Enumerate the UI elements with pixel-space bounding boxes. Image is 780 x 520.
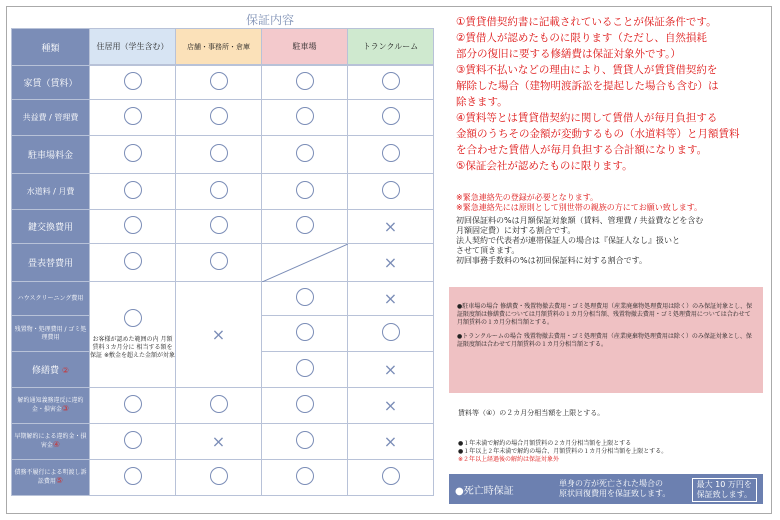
cross-mark: ×: [383, 395, 398, 415]
cell-not-applicable: [262, 244, 348, 282]
conditions-notes: [456, 14, 766, 174]
circle-mark: [124, 252, 142, 270]
parking-note: ●駐車場の場合 修繕費・残置物撤去費用・ゴミ処理費用（産業廃棄物処理費用は除く）のみ保証対象とし、保証限度額は修繕費については月額賃料の１カ月分相当額、残置物撤去費用・ゴミ処理費用については合わせて月額賃料の１カ月分相当額とする。: [457, 303, 753, 326]
row-label-repair: 修繕費 ②: [12, 352, 90, 388]
condition-2: ②賃借人が認めたものに限ります（ただし、自然損耗: [456, 32, 707, 44]
circle-mark: [296, 467, 314, 485]
circle-mark: [124, 216, 142, 234]
condition-3: ③賃料不払いなどの理由により、賃貸人が賃貸借契約を: [456, 64, 718, 76]
circle-mark: [296, 144, 314, 162]
cross-mark: ×: [211, 431, 226, 451]
death-max-badge: 最大 10 万円を 保証致します。: [692, 478, 757, 502]
row-label-water: 水道料 / 月費: [12, 174, 90, 210]
limit-under-1yr: ●１年未満で解約の場合月額賃料の２カ月分相当額を上限とする: [458, 440, 632, 447]
merged-note: お客様が認めた範囲の内 月額賃料３カ月分に 相当する額を保証 ※敷金を超えた金額が対象: [90, 336, 175, 359]
emergency-note-1: ※緊急連絡先の登録が必要となります。: [456, 193, 599, 202]
cross-mark: ×: [383, 252, 398, 272]
admin-fee-note: 初回事務手数料の%は初回保証料に対する割合です。: [456, 256, 647, 265]
circle-mark: [210, 107, 228, 125]
row-label-common-fee: 共益費 / 管理費: [12, 100, 90, 136]
circle-mark: [124, 72, 142, 90]
cross-mark: ×: [211, 324, 226, 344]
row-label-key-exchange: 鍵交換費用: [12, 210, 90, 244]
condition-2-cont: 部分の復旧に要する修繕費は保証対象外です。）: [456, 48, 681, 60]
cell-covered: [262, 66, 348, 100]
cross-mark: ×: [383, 288, 398, 308]
condition-4: ④賃料等とは賃貸借契約に関して賃借人が毎月負担する: [456, 112, 718, 124]
cross-mark: ×: [383, 359, 398, 379]
circle-mark: [296, 288, 314, 306]
header-residential: 住居用（学生含む）: [90, 29, 176, 65]
row-label-rent: 家賃（賃料）: [12, 66, 90, 100]
circle-mark: [210, 72, 228, 90]
notice-limit-note: 賃料等（④）の２カ月分相当額を上限とする。: [458, 409, 605, 417]
circle-mark: [124, 395, 142, 413]
guarantee-table: [11, 28, 434, 496]
circle-mark: [296, 431, 314, 449]
page-title: 保証内容: [245, 13, 294, 27]
circle-mark: [382, 107, 400, 125]
supplementary-notes: [456, 193, 766, 266]
circle-mark: [124, 144, 142, 162]
limit-1-2yr: ●１年以上２年未満で解約の場合、月額賃料の１カ月分相当額を上限とする。: [458, 448, 668, 455]
cell-covered: [176, 66, 262, 100]
row-label-house-cleaning: ハウスクリーニング費用: [12, 282, 90, 316]
circle-mark: [296, 323, 314, 341]
header-parking: 駐車場: [262, 29, 348, 65]
circle-mark: [296, 395, 314, 413]
corporate-note-2: させて頂きます。: [456, 246, 520, 255]
death-guarantee-bar: [449, 474, 763, 504]
circle-mark: [210, 395, 228, 413]
circle-mark: [296, 72, 314, 90]
corporate-note-1: 法人契約で代表者が連帯保証人の場合は『保証人なし』扱いと: [456, 236, 680, 245]
circle-mark: [382, 181, 400, 199]
cell-covered: [90, 66, 176, 100]
circle-mark: [124, 107, 142, 125]
circle-mark: [210, 467, 228, 485]
circle-mark: [124, 431, 142, 449]
row-label-early-termination: 早期解約による違約金・損害金④: [12, 424, 90, 460]
header-trunk: トランクルーム: [348, 29, 434, 65]
fee-note-2: 月額固定費）に対する割合です。: [456, 226, 576, 235]
circle-mark: [296, 216, 314, 234]
header-kind: 種類: [12, 29, 90, 66]
cell-merged-residential: [90, 282, 176, 388]
parking-trunk-note-box: [449, 287, 763, 393]
emergency-note-2: ※緊急連絡先には原則として別世帯の親族の方にてお願い致します。: [456, 203, 703, 212]
condition-4-cont: 金額のうちその金額が変動するもの（水道料等）と月額賃料: [456, 128, 740, 140]
condition-5: ⑤保証会社が認めたものに限ります。: [456, 160, 633, 172]
trunk-note: ●トランクルームの場合 残置物撤去費用・ゴミ処理費用（産業廃棄物処理費用は除く）のみ保証対象とし、保証限度額は合わせて月額賃料の１カ月分相当額とする。: [457, 333, 752, 348]
circle-mark: [124, 467, 142, 485]
circle-mark: [210, 144, 228, 162]
diagonal-slash: [262, 244, 348, 282]
death-description: 単身の方が死亡された場合の 原状回復費用を保証致します。: [559, 479, 671, 498]
row-label-default-lawsuit: 債務不履行による明渡し訴訟費用⑤: [12, 460, 90, 496]
cross-mark: ×: [383, 431, 398, 451]
row-label-notice-violation: 解約通知義務違反に違約金・損害金③: [12, 388, 90, 424]
fee-note-1: 初回保証料の%は月額保証対象額（賃料、管理費 / 共益費などを含む: [456, 216, 704, 225]
row-label-tatami: 畳表替費用: [12, 244, 90, 282]
condition-1: ①賃貸借契約書に記載されていることが保証条件です。: [456, 16, 717, 28]
row-label-leftover: 残置物・処理費用 / ゴミ処理費用: [12, 316, 90, 352]
death-label: ●死亡時保証: [455, 486, 514, 497]
row-label-parking-fee: 駐車場料金: [12, 136, 90, 174]
condition-3-cont2: 除きます。: [456, 96, 508, 108]
header-shop: 店舗・事務所・倉庫: [176, 29, 262, 65]
circle-mark: [382, 467, 400, 485]
circle-mark: [296, 359, 314, 377]
circle-mark: [124, 181, 142, 199]
circle-mark: [124, 309, 142, 327]
circle-mark: [210, 216, 228, 234]
circle-mark: [296, 181, 314, 199]
circle-mark: [382, 323, 400, 341]
circle-mark: [382, 72, 400, 90]
early-termination-limit: [458, 440, 758, 464]
circle-mark: [382, 144, 400, 162]
condition-4-cont2: を合わせた賃借人が毎月負担する合計額になります。: [456, 144, 708, 156]
circle-mark: [296, 107, 314, 125]
circle-mark: [210, 181, 228, 199]
circle-mark: [210, 252, 228, 270]
limit-over-2yr: ※２年以上経過後の解約は保証対象外: [458, 456, 560, 463]
cell-covered: [348, 66, 434, 100]
condition-3-cont: 解除した場合（建物明渡訴訟を提起した場合も含む）は: [456, 80, 719, 92]
cross-mark: ×: [383, 216, 398, 236]
